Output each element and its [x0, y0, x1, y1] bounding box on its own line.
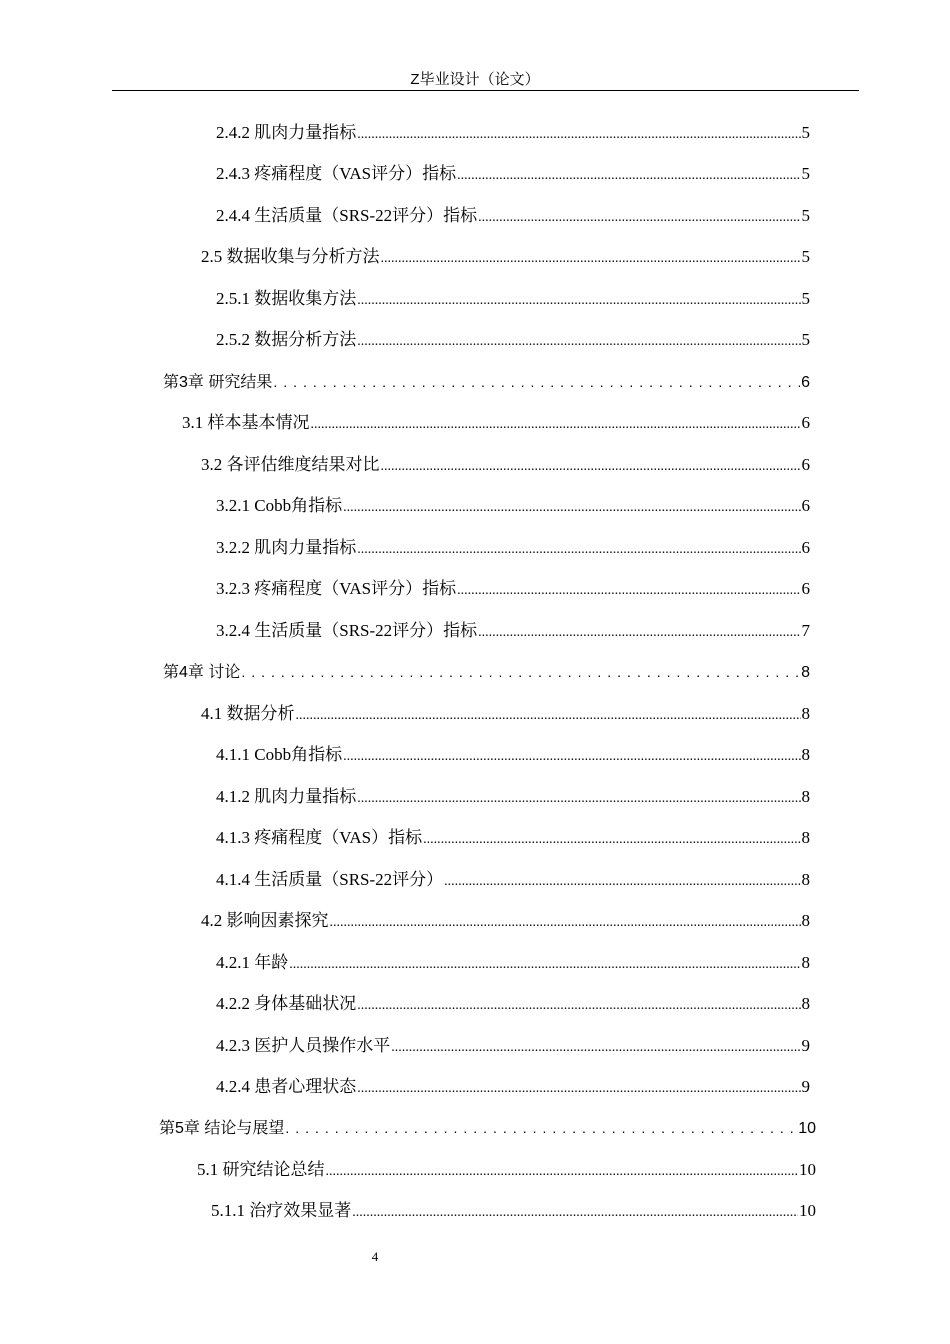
toc-entry[interactable]	[216, 744, 810, 768]
toc-entry-page: 6	[801, 579, 810, 598]
toc-entry-page: 5	[801, 289, 810, 308]
toc-entry[interactable]	[163, 371, 810, 394]
toc-entry[interactable]	[216, 205, 810, 229]
toc-entry-title: 4.2 影响因素探究	[201, 911, 329, 930]
toc-entry-page: 8	[801, 911, 810, 930]
toc-entry[interactable]	[216, 993, 810, 1017]
toc-entry[interactable]	[211, 1200, 816, 1224]
toc-entry-page: 10	[799, 1201, 816, 1220]
toc-leader-dots	[478, 622, 800, 644]
toc-entry[interactable]	[216, 329, 810, 353]
toc-entry-page: 7	[801, 621, 810, 640]
toc-entry[interactable]	[216, 1076, 810, 1100]
toc-leader-dots	[357, 995, 800, 1017]
toc-entry-title: 4.2.2 身体基础状况	[216, 994, 357, 1013]
toc-leader-dots	[444, 871, 800, 893]
toc-leader-dots	[357, 539, 800, 561]
toc-entry-page: 6	[801, 538, 810, 557]
toc-leader-dots	[352, 1202, 798, 1224]
toc-leader-dots	[343, 746, 800, 768]
toc-entry[interactable]	[216, 578, 810, 602]
toc-leader-dots	[423, 829, 800, 851]
toc-entry-page: 5	[801, 247, 810, 266]
toc-entry-title: 3.2 各评估维度结果对比	[201, 455, 380, 474]
toc-entry[interactable]	[216, 1035, 810, 1059]
toc-leader-dots	[357, 290, 800, 312]
toc-leader-dots	[343, 497, 800, 519]
toc-entry[interactable]	[201, 246, 810, 270]
toc-entry[interactable]	[182, 412, 810, 436]
toc-entry-title: 4.1.1 Cobb角指标	[216, 745, 343, 764]
toc-entry-title: 3.2.2 肌肉力量指标	[216, 538, 357, 557]
toc-leader-dots	[457, 580, 800, 602]
toc-entry-page: 5	[801, 330, 810, 349]
toc-leader-dots	[289, 954, 800, 976]
toc-entry-title: 2.4.4 生活质量（SRS-22评分）指标	[216, 206, 478, 225]
toc-entry-title: 4.2.4 患者心理状态	[216, 1077, 357, 1096]
toc-entry-title: 3.2.3 疼痛程度（VAS评分）指标	[216, 579, 457, 598]
toc-entry-title: 4.2.1 年龄	[216, 953, 289, 972]
toc-entry-page: 6	[801, 413, 810, 432]
toc-entry-title: 4.1.4 生活质量（SRS-22评分）	[216, 870, 444, 889]
toc-entry[interactable]	[216, 122, 810, 146]
toc-entry-title: 2.5.2 数据分析方法	[216, 330, 357, 349]
toc-leader-dots	[391, 1037, 800, 1059]
toc-leader-dots	[357, 331, 800, 353]
toc-entry-page: 8	[801, 870, 810, 889]
toc-leader-dots	[457, 165, 800, 187]
toc-entry[interactable]	[216, 827, 810, 851]
toc-entry-page: 8	[801, 953, 810, 972]
toc-entry-title: 3.1 样本基本情况	[182, 413, 310, 432]
toc-entry-page: 5	[801, 206, 810, 225]
toc-entry-title: 第4章 讨论	[163, 664, 241, 681]
toc-entry-title: 4.1 数据分析	[201, 704, 295, 723]
toc-entry-page: 10	[798, 1120, 816, 1137]
toc-entry-page: 8	[801, 704, 810, 723]
toc-entry[interactable]	[216, 495, 810, 519]
toc-entry-title: 5.1 研究结论总结	[197, 1160, 325, 1179]
toc-entry[interactable]	[159, 1117, 816, 1140]
toc-entry-title: 5.1.1 治疗效果显著	[211, 1201, 352, 1220]
toc-entry-page: 9	[801, 1036, 810, 1055]
toc-leader-dots	[326, 1161, 799, 1183]
toc-entry-title: 4.1.2 肌肉力量指标	[216, 787, 357, 806]
toc-entry-page: 8	[801, 994, 810, 1013]
toc-entry[interactable]	[216, 786, 810, 810]
toc-leader-dots	[296, 705, 801, 727]
toc-entry-page: 5	[801, 164, 810, 183]
toc-leader-dots	[330, 912, 801, 934]
toc-entry-page: 5	[801, 123, 810, 142]
toc-entry-page: 8	[801, 787, 810, 806]
toc-leader-dots	[285, 1117, 797, 1139]
toc-entry-page: 6	[801, 455, 810, 474]
toc-leader-dots	[357, 788, 800, 810]
page-number: 4	[371, 1249, 379, 1264]
toc-entry-page: 10	[799, 1160, 816, 1179]
toc-entry[interactable]	[216, 163, 810, 187]
toc-leader-dots	[357, 1078, 800, 1100]
running-header: Z毕业设计（论文）	[410, 71, 540, 88]
toc-entry-title: 2.5.1 数据收集方法	[216, 289, 357, 308]
toc-entry-title: 第5章 结论与展望	[159, 1120, 285, 1137]
toc-entry-page: 8	[801, 828, 810, 847]
toc-entry-title: 第3章 研究结果	[163, 374, 273, 391]
toc-entry[interactable]	[216, 952, 810, 976]
toc-entry-title: 4.2.3 医护人员操作水平	[216, 1036, 391, 1055]
toc-entry-title: 3.2.4 生活质量（SRS-22评分）指标	[216, 621, 478, 640]
toc-leader-dots	[381, 456, 801, 478]
toc-entry-page: 6	[801, 496, 810, 515]
toc-entry[interactable]	[163, 661, 810, 684]
toc-entry[interactable]	[216, 620, 810, 644]
toc-leader-dots	[357, 124, 800, 146]
toc-entry[interactable]	[201, 703, 810, 727]
toc-entry-title: 4.1.3 疼痛程度（VAS）指标	[216, 828, 423, 847]
toc-entry-title: 2.5 数据收集与分析方法	[201, 247, 380, 266]
toc-leader-dots	[273, 371, 800, 393]
toc-entry-page: 8	[801, 664, 810, 681]
toc-entry[interactable]	[216, 869, 810, 893]
toc-entry-page: 8	[801, 745, 810, 764]
toc-entry[interactable]	[216, 288, 810, 312]
toc-leader-dots	[478, 207, 800, 229]
toc-entry-title: 3.2.1 Cobb角指标	[216, 496, 343, 515]
toc-entry[interactable]	[201, 454, 810, 478]
toc-entry-title: 2.4.2 肌肉力量指标	[216, 123, 357, 142]
toc-entry[interactable]	[197, 1159, 816, 1183]
toc-leader-dots	[381, 248, 801, 270]
toc-entry-page: 6	[801, 374, 810, 391]
toc-entry-page: 9	[801, 1077, 810, 1096]
toc-leader-dots	[241, 661, 800, 683]
toc-leader-dots	[311, 414, 801, 436]
toc-entry-title: 2.4.3 疼痛程度（VAS评分）指标	[216, 164, 457, 183]
toc-entry[interactable]	[216, 537, 810, 561]
toc-entry[interactable]	[201, 910, 810, 934]
